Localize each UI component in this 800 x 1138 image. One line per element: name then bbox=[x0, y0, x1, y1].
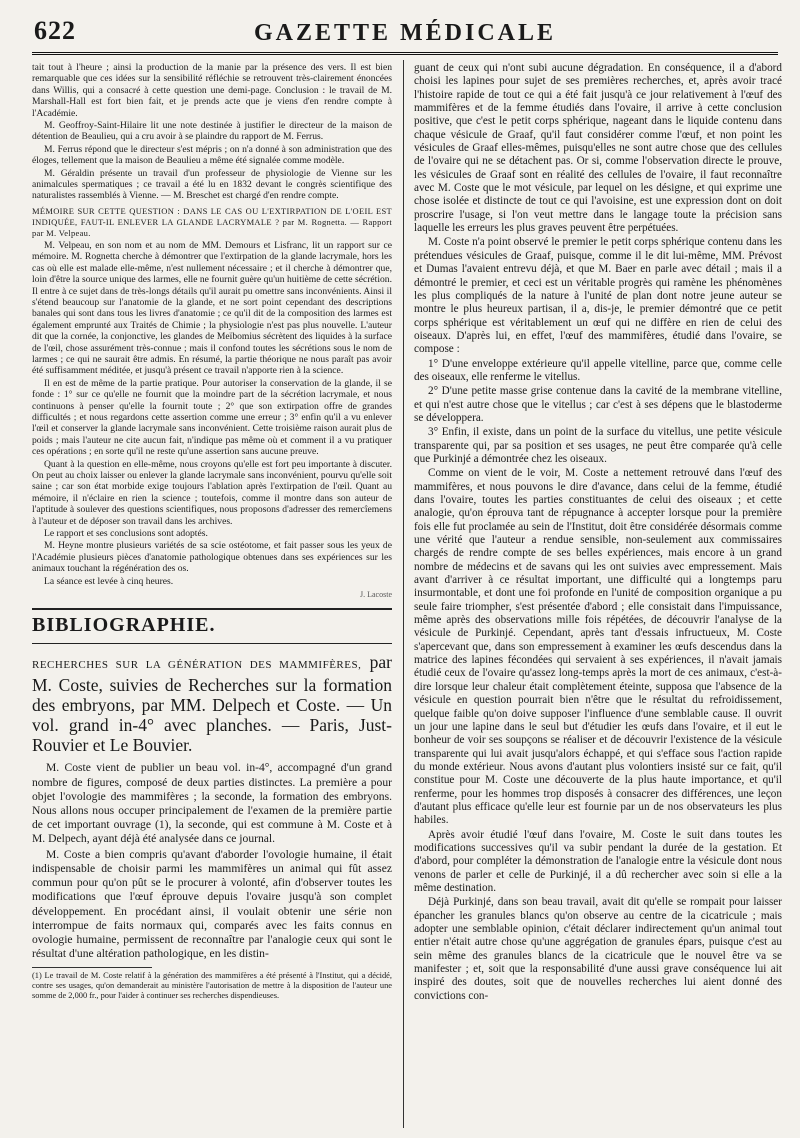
section-rule-thin bbox=[32, 643, 392, 644]
academy-paragraph: M. Ferrus répond que le directeur s'est mépris ; on n'a donné à son administration que des éloges, tellement que la maison de Beaulieu a même été signalée comme modèle. bbox=[32, 143, 392, 167]
academy-paragraph: M. Geoffroy-Saint-Hilaire lit une note destinée à justifier le directeur de la maison de détention de Beaulieu, qui a cru avoir à se plaindre du rapport de M. Ferrus. bbox=[32, 120, 392, 143]
review-paragraph: Déjà Purkinjé, dans son beau travail, avait dit qu'elle se rompait pour laisser épancher les granules blancs qu'on observe au centre de la cicatricule ; mais adopter une semblable opinion, c'était déclarer indirectement qu'un animal tout entier n'était autre chose qu'une aggrégation de granules épars, puisque c'est au sein même des granules blancs de la cicatricule que le nouvel être va se manifester ; et, soit que la responsabilité d'une aussi grave conséquence lui ait inspiré des doutes, soit que de nouvelles recherches lui aient donné des convictions con- bbox=[414, 896, 782, 1002]
memoire-title: MÉMOIRE SUR CETTE QUESTION : DANS LE CAS OU L'EXTIRPATION DE L'OEIL EST INDIQUÉE, FAUT-IL ENLEVER LA GLANDE LACRYMALE ? par M. Rognetta. — Rapport par M. Velpeau. bbox=[32, 205, 392, 238]
review-continuation bbox=[414, 62, 782, 1003]
journal-title: GAZETTE MÉDICALE bbox=[253, 20, 557, 46]
report-paragraph: M. Velpeau, en son nom et au nom de MM. Demours et Lisfranc, lit un rapport sur ce mémoire. M. Rognetta cherche à démontrer que l'extirpation de la glande lacrymale, hors les cas où elle est malade elle-même, n'est nullement nécessaire ; et il cherche à démontrer que, loin d'être la source unique des larmes, elle ne fournit guère qu'un huitième de cette sécrétion. Il entre à ce sujet dans de très-longs détails qu'il aurait pu omettre sans inconvénients. Ainsi il s'étend beaucoup sur l'anatomie de la glande, et ne sort point cependant des descriptions banales qui sont dans tous les livres d'anatomie ; ce qu'il dit de la composition des larmes est également emprunté aux Traités de Chimie ; la physiologie n'est pas plus nouvelle. L'auteur dit que la cornée, la conjonctive, les glandes de Meïbomius sécrètent des liquides à la surface de l'œil, chose assurément très-connue ; mais il confond toutes les sécrétions sous le nom de larmes ; ce qui ne saurait être admis. En résumé, la partie théorique ne nous paraît pas avoir été suffisamment méditée, et jusqu'à présent ce travail n'apporte rien à la science. bbox=[32, 239, 392, 377]
enumerated-item: 3° Enfin, il existe, dans un point de la surface du vitellus, une petite vésicule transparente qui, par sa position et ses usages, ne peut être comparée qu'à celle que Purkinjé a démontrée chez les oiseaux. bbox=[414, 426, 782, 465]
academy-paragraph: M. Géraldin présente un travail d'un professeur de physiologie de Vienne sur les animalcules spermatiques ; ce travail a été lu en 1832 devant le congrès scientifique des naturalistes rassemblés à Vienne. — M. Breschet est chargé d'en rendre compte. bbox=[32, 167, 392, 202]
academy-paragraph: tait tout à l'heure ; ainsi la production de la manie par la présence des vers. Il est bien remarquable que ces idées sur la sensibilité réfléchie se retrouvent très-clairement énoncées dans Willis, qui a consacré à cette question une demi-page. Conclusion : le travail de M. Marshall-Hall est fort bien fait, et je prends acte que je viens d'en rendre compte à l'Académie. bbox=[32, 62, 392, 119]
right-column bbox=[414, 62, 782, 1128]
review-paragraph: guant de ceux qui n'ont subi aucune dégradation. En conséquence, il a d'abord choisi les lapines pour sujet de ses premières recherches, et, après avoir tracé l'histoire rapide de tout ce qui a été fait jusqu'à ce jour relativement à l'œuf des mammifères et de la femme étudiés dans l'ovaire, il arrive à cette conclusion positive, que c'est le petit corps sphérique, nageant dans le liquide contenu dans chaque vésicule de Graaf, qu'il faut considérer comme l'œuf, et non point les vésicules de Graaf elles-mêmes, puisqu'elles ne sont autre chose que des cellules de l'ovaire qui ne se détachent pas. Or si, comme l'observation directe le prouve, les vésicules de Graaf sont en réalité des cellules de l'ovaire, il faut reconnaître avec M. Coste que le mot vésicule, par lequel on les désigne, et qui exprime une chose isolée et distincte de tout ce qui l'avoisine, est une expression dont on doit proscrire l'usage, si l'on veut mettre dans le langage toute la précision sans laquelle les erreurs les plus graves peuvent être perpétuées. bbox=[414, 62, 782, 235]
report-paragraph: Quant à la question en elle-même, nous croyons qu'elle est fort peu importante à discuter. On peut au choix laisser ou enlever la glande lacrymale sans inconvénient, pourvu qu'elle soit saine ; car son état morbide exige toujours l'ablation après l'extirpation de l'œil. Quant au mémoire, il n'éclaire en rien la science ; toutefois, comme il montre dans son auteur de l'aptitude à soulever des questions scientifiques, nous proposons d'adresser des remercîemens à l'auteur et de déposer son travail dans les archives. bbox=[32, 458, 392, 527]
header-rule bbox=[32, 52, 778, 55]
page-header bbox=[32, 16, 778, 50]
footnote-rule bbox=[32, 967, 152, 968]
review-paragraph: Comme on vient de le voir, M. Coste a nettement retrouvé dans l'œuf des mammifères, et nous pouvons le dire d'avance, dans celui de la femme, étudié dans l'ovaire, toutes les parties constituantes de celui des oiseaux ; et cette analogie, qu'on éprouva tant de répugnance à accepter lorsque pour la première fois elle fut proclamée au sein de l'Institut, doit être considérée désormais comme une vérité que l'auteur a rendue sensible, non-seulement aux commissaires chargés de rendre compte de ses belles expériences, mais encore à un grand nombre de médecins et de savans qui les ont suivies avec empressement. Mais avant d'arriver à ce résultat important, une difficulté qui a longtemps paru insurmontable, et dont une foi profonde en l'unité de composition organique a pu seule faire triompher, s'est présentée d'abord ; elle consistait dans l'impuissance, même après des observations mille fois répétées, de découvrir l'analyse de la vésicule de Purkinjé. Cependant, après tant d'essais infructueux, M. Coste s'apercevant que, dans son empressement à examiner les œufs descendus dans la matrice des lapines fécondées qui servaient à ses expériences, il n'avait jamais étudié ceux de l'ovaire qu'assez long-temps après la mort de ces animaux, c'est-à-dire lorsque leur chaleur était complètement éteinte, supposa que l'absence de la vésicule en question pourrait bien n'être que le résultat du refroidissement, quelque faible qu'on doive supposer l'influence d'une semblable cause. Il ouvrit un jour une lapine dans le seul but d'étudier les œufs dans l'ovaire, et il eut le bonheur de voir ses soupçons se réaliser et de découvrir l'existence de la vésicule transparente qui lui avait jusqu'alors échappé, et qui s'efface sous l'action rapide du monde extérieur. Nous avons d'autant plus volontiers insisté sur ce fait, qu'il constitue pour M. Coste une découverte de la plus haute importance, et qu'il renferme, pour les hommes trop disposés à consacrer des différences, une leçon d'autant plus efficace qu'elle leur est fournie par un de nos observateurs les plus habiles. bbox=[414, 467, 782, 827]
review-paragraph: M. Coste a bien compris qu'avant d'aborder l'ovologie humaine, il était indispensable de choisir parmi les mammifères un animal qui fût assez commun pour qu'on pût se le procurer à volonté, afin d'observer toutes les modifications que l'œuf éprouve depuis l'ovaire jusqu'à son complet développement. En procédant ainsi, il voulait obtenir une série non interrompue de faits normaux qui, comparés avec les faits connus en ovologie humaine, permissent de reconnaître par l'analogie ceux qui sont le résultat d'une altération pathologique, en les distin- bbox=[32, 847, 392, 961]
review-text bbox=[32, 761, 392, 961]
academy-proceedings bbox=[32, 62, 392, 600]
review-paragraph: Après avoir étudié l'œuf dans l'ovaire, M. Coste le suit dans toutes les modifications successives qu'il va subir pendant la durée de la gestation. Et d'abord, pour compléter la démonstration de l'analogie entre la vésicule dont nous venons de parler et celle de Purkinjé, il a dû rechercher avec soin si elle a la même destination. bbox=[414, 828, 782, 894]
section-title: BIBLIOGRAPHIE. bbox=[32, 614, 216, 637]
bibliography-lead: RECHERCHES SUR LA GÉNÉRATION DES MAMMIFÈRES, bbox=[32, 659, 362, 672]
page-number: 622 bbox=[34, 16, 76, 45]
signature: J. Lacoste bbox=[360, 590, 392, 600]
bibliography-details: par M. Coste, suivies de Recherches sur la formation des embryons, par MM. Delpech et Coste. — Un vol. grand in-4° avec planches. — Paris, Just-Rouvier et Le Bouvier. bbox=[32, 652, 392, 756]
footnote: (1) Le travail de M. Coste relatif à la génération des mammifères a été présenté à l'Institut, qui a décidé, contre ses usages, qu'on demanderait au ministère l'autorisation de mettre à la disposition de l'auteur une somme de 2,000 fr., pour l'aider à continuer ses recherches dispendieuses. bbox=[32, 971, 392, 1001]
report-paragraph: Il en est de même de la partie pratique. Pour autoriser la conservation de la glande, il se fonde : 1° sur ce qu'elle ne fournit que la moindre part de la sécrétion lacrymale, et nous continuons à penser qu'elle la fournit toute ; 2° que son extirpation offre de grandes difficultés ; et nous regardons cette assertion comme une erreur ; 3° enfin qu'il a vu enlever l'œil et conserver la glande lacrymale sans inconvénient. Cette troisième raison aurait plus de poids ; mais l'auteur ne cite aucun fait, n'indique pas même où et comment il a vu pratiquer ces opérations ; en sorte qu'il ne reste qu'une assertion sans aucune preuve. bbox=[32, 377, 392, 458]
enumerated-item: 2° D'une petite masse grise contenue dans la cavité de la membrane vitelline, et qui n'est autre chose que le vitellus ; car c'est à ses dépens que le blastoderme se développera. bbox=[414, 385, 782, 424]
review-paragraph: M. Coste n'a point observé le premier le petit corps sphérique contenu dans les prétendues vésicules de Graaf, puisque, comme il le dit lui-même, MM. Prévost et Dumas l'avaient entrevu déjà, et que M. Baer en parle avec détail ; mais il a démontré le premier, et ceci est un véritable progrès qui ramène les phénomènes les plus compliqués de la nature à l'unité de plan dont notre jeune auteur se montre le plus heureux partisan, il a, dis-je, le premier démontré que ce petit corps sphérique est véritablement un œuf qui ne diffère en rien de celui des oiseaux. D'après lui, en effet, l'œuf des mammifères, étudié dans l'ovaire, se compose : bbox=[414, 236, 782, 356]
report-paragraph: La séance est levée à cinq heures. bbox=[44, 575, 174, 587]
review-paragraph: M. Coste vient de publier un beau vol. in-4°, accompagné d'un grand nombre de figures, composé de deux parties distinctes. La première a pour objet l'ovologie des mammifères ; la seconde, la formation des embryons. Nous allons nous occuper principalement de l'examen de la première partie de cet important ouvrage (1), la seconde, qui est commune à M. Coste et à M. Delpech, ayant déjà été analysée dans ce journal. bbox=[32, 761, 392, 846]
report-paragraph: Le rapport et ses conclusions sont adoptés. bbox=[44, 528, 208, 540]
bibliography-entry bbox=[32, 652, 392, 755]
column-divider bbox=[403, 60, 404, 1128]
left-column bbox=[32, 62, 392, 1128]
section-rule bbox=[32, 608, 392, 610]
report-paragraph: M. Heyne montre plusieurs variétés de sa scie ostéotome, et fait passer sous les yeux de l'Académie plusieurs pièces d'anatomie pathologique obtenues dans ses expériences sur les animaux touchant la régénération des os. bbox=[32, 540, 392, 575]
enumerated-item: 1° D'une enveloppe extérieure qu'il appelle vitelline, parce que, comme celle des oiseaux, elle renferme le vitellus. bbox=[414, 357, 782, 383]
